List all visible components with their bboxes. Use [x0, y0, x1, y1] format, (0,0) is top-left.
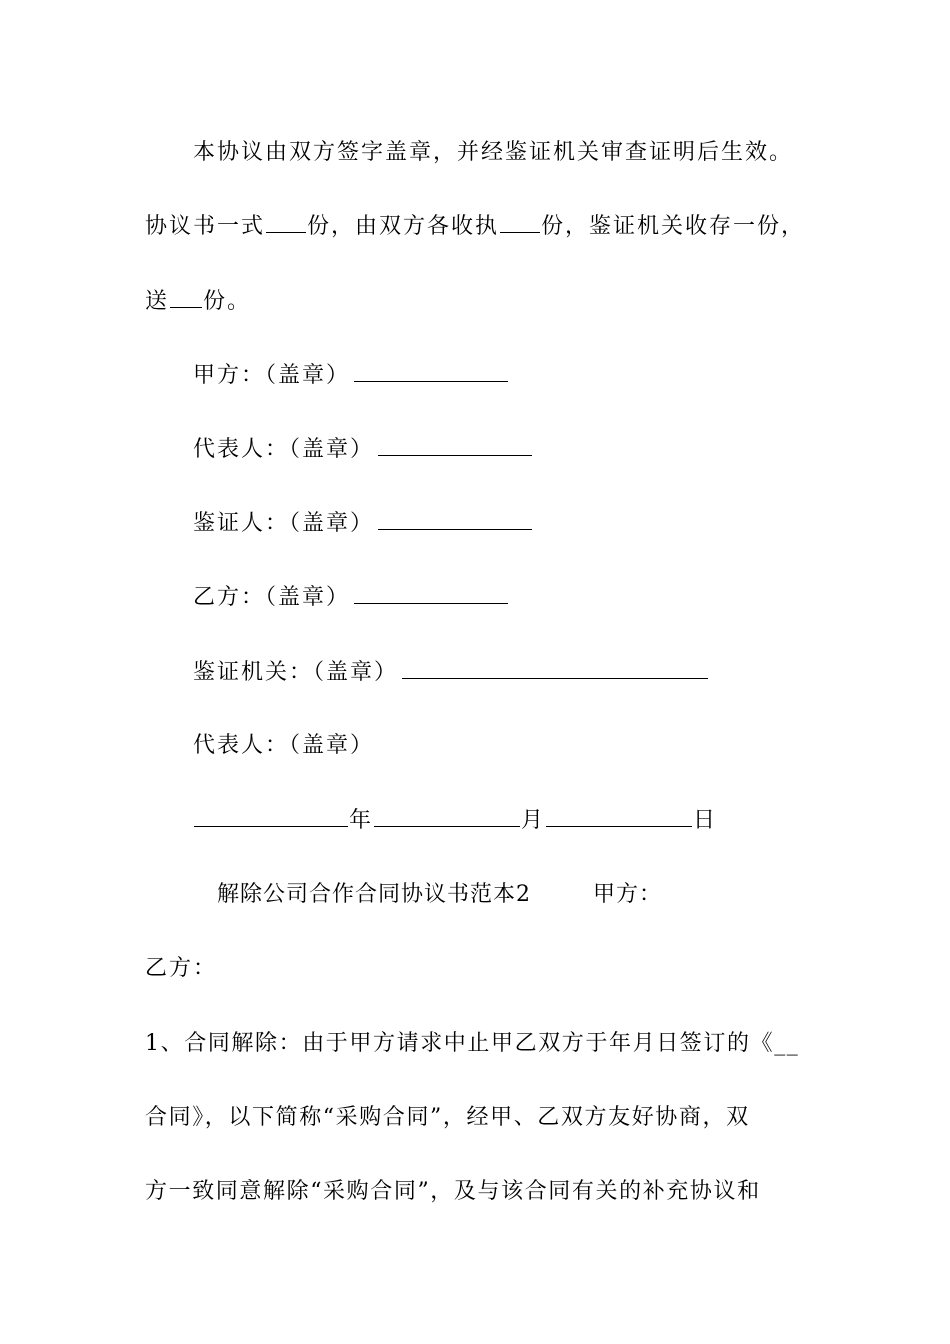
year-label: 年 — [349, 808, 374, 833]
copies-blank-2 — [500, 206, 540, 233]
party-a-signature-line — [354, 355, 508, 382]
clause-1-text-1: 1、合同解除：由于甲方请求中止甲乙双方于年月日签订的《__ — [145, 1031, 800, 1056]
copies-blank-3 — [170, 281, 202, 308]
month-blank — [374, 800, 520, 827]
witness-seal-label: 鉴证人：（盖章） — [193, 511, 375, 536]
copies-text-e: 份。 — [203, 289, 252, 314]
day-label: 日 — [693, 808, 718, 833]
copies-text-b: 份，由双方各收执 — [307, 214, 500, 239]
copies-text-c: 份，鉴证机关收存一份， — [541, 214, 806, 239]
party-b-line — [145, 949, 950, 989]
authority-signature — [193, 652, 950, 692]
clause-1-line-1 — [145, 1024, 950, 1064]
day-blank — [546, 800, 692, 827]
clause-1-line-3 — [145, 1172, 950, 1212]
party-b-signature-line — [354, 577, 508, 604]
clause-1-text-2: 合同》，以下简称“采购合同”，经甲、乙双方友好协商，双 — [145, 1105, 750, 1130]
party-b-label: 乙方： — [145, 956, 218, 981]
section-title: 解除公司合作合同协议书范本2 — [217, 882, 531, 907]
party-a-label: 甲方： — [593, 882, 663, 907]
party-a-signature — [193, 355, 950, 395]
representative-signature-1 — [193, 429, 950, 469]
authority-signature-line — [402, 652, 708, 679]
year-blank — [194, 800, 348, 827]
clause-1-line-2 — [145, 1098, 950, 1138]
witness-signature — [193, 503, 950, 543]
party-b-seal-label: 乙方：（盖章） — [193, 585, 351, 610]
copies-clause-cont — [145, 281, 950, 321]
copies-text-a: 协议书一式 — [145, 214, 266, 239]
effect-clause — [193, 133, 950, 173]
representative-seal-label-2: 代表人：（盖章） — [193, 733, 375, 758]
party-b-signature — [193, 577, 950, 617]
representative-seal-label-1: 代表人：（盖章） — [193, 437, 375, 462]
month-label: 月 — [521, 808, 546, 833]
copies-text-d: 送 — [145, 289, 170, 314]
representative-signature-line-1 — [378, 429, 532, 456]
clause-1-text-3: 方一致同意解除“采购合同”，及与该合同有关的补充协议和 — [145, 1179, 761, 1204]
copies-blank-1 — [266, 206, 306, 233]
party-a-seal-label: 甲方：（盖章） — [193, 363, 351, 388]
representative-signature-2 — [193, 726, 950, 766]
effect-clause-text: 本协议由双方签字盖章，并经鉴证机关审查证明后生效。 — [193, 140, 794, 165]
copies-clause — [145, 206, 950, 246]
section-title-line — [217, 875, 950, 915]
authority-seal-label: 鉴证机关：（盖章） — [193, 660, 399, 685]
date-line — [193, 800, 950, 840]
witness-signature-line — [378, 503, 532, 530]
